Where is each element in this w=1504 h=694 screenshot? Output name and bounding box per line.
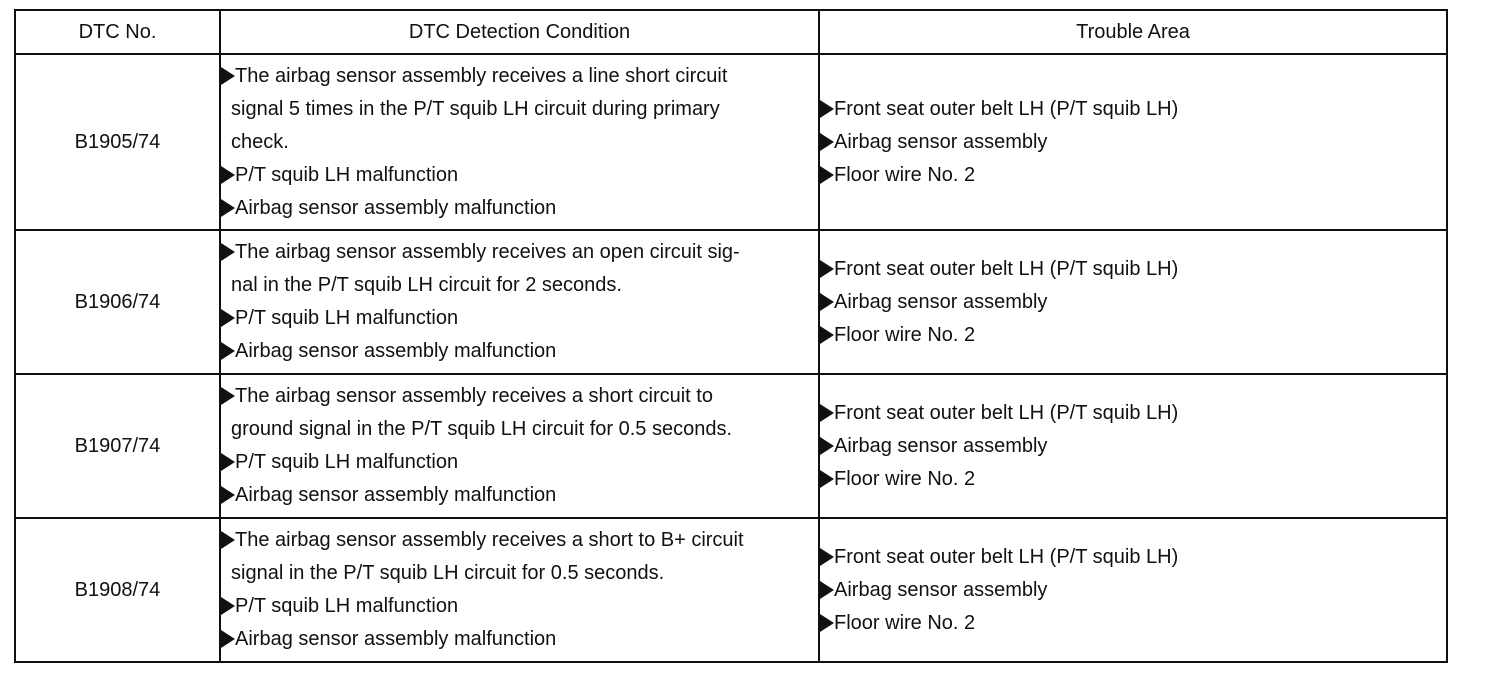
dtc-code: B1906/74: [15, 230, 220, 374]
triangle-bullet-icon: [221, 486, 235, 504]
condition-line: [221, 413, 818, 446]
condition-line: [221, 335, 818, 368]
trouble-area: [819, 230, 1447, 374]
triangle-bullet-icon: [221, 199, 235, 217]
condition-text: Airbag sensor assembly malfunction: [235, 628, 557, 650]
trouble-area-text: Front seat outer belt LH (P/T squib LH): [834, 545, 1179, 568]
trouble-area-text: Airbag sensor assembly: [834, 290, 1048, 313]
trouble-area-line: [820, 93, 1446, 126]
trouble-area-line: [820, 463, 1446, 496]
header-trouble-area: Trouble Area: [819, 10, 1447, 54]
condition-text: The airbag sensor assembly receives a line short circuit: [235, 64, 728, 87]
triangle-bullet-icon: [820, 166, 834, 184]
condition-line: [221, 524, 818, 557]
trouble-area-line: [820, 319, 1446, 352]
triangle-bullet-icon: [221, 342, 235, 360]
triangle-bullet-icon: [820, 548, 834, 566]
trouble-area-text: Front seat outer belt LH (P/T squib LH): [834, 97, 1179, 120]
header-dtc-no: DTC No.: [15, 10, 220, 54]
trouble-area-line: [820, 397, 1446, 430]
trouble-area-text: Front seat outer belt LH (P/T squib LH): [834, 257, 1179, 280]
trouble-area-line: [820, 253, 1446, 286]
triangle-bullet-icon: [221, 453, 235, 471]
trouble-area-text: Floor wire No. 2: [834, 467, 976, 490]
triangle-bullet-icon: [820, 133, 834, 151]
condition-line: [221, 269, 818, 302]
condition-text: P/T squib LH malfunction: [235, 595, 459, 617]
trouble-area-text: Floor wire No. 2: [834, 163, 976, 186]
trouble-area-line: [820, 159, 1446, 192]
trouble-area-text: Airbag sensor assembly: [834, 434, 1048, 457]
header-condition: DTC Detection Condition: [220, 10, 819, 54]
condition-line: [221, 60, 818, 93]
detection-condition: [220, 54, 819, 230]
condition-line: [221, 93, 818, 126]
condition-text: signal in the P/T squib LH circuit for 0.5 seconds.: [231, 562, 665, 584]
detection-condition: [220, 230, 819, 374]
detection-condition: [220, 374, 819, 518]
triangle-bullet-icon: [820, 581, 834, 599]
trouble-area-text: Floor wire No. 2: [834, 323, 976, 346]
condition-text: The airbag sensor assembly receives an open circuit sig-: [235, 241, 740, 263]
trouble-area-line: [820, 126, 1446, 159]
dtc-code: B1905/74: [15, 54, 220, 230]
condition-line: [221, 236, 818, 269]
triangle-bullet-icon: [820, 100, 834, 118]
condition-text: P/T squib LH malfunction: [235, 163, 459, 186]
table-row: [15, 518, 1447, 662]
trouble-area-line: [820, 607, 1446, 640]
table-row: [15, 374, 1447, 518]
triangle-bullet-icon: [820, 437, 834, 455]
condition-text: ground signal in the P/T squib LH circuit for 0.5 seconds.: [231, 418, 733, 440]
triangle-bullet-icon: [820, 260, 834, 278]
trouble-area-line: [820, 541, 1446, 574]
condition-line: [221, 446, 818, 479]
dtc-code: B1908/74: [15, 518, 220, 662]
triangle-bullet-icon: [221, 531, 235, 549]
trouble-area-text: Front seat outer belt LH (P/T squib LH): [834, 401, 1179, 424]
condition-text: The airbag sensor assembly receives a short to B+ circuit: [235, 529, 744, 551]
triangle-bullet-icon: [820, 404, 834, 422]
trouble-area: [819, 54, 1447, 230]
condition-line: [221, 380, 818, 413]
triangle-bullet-icon: [221, 166, 235, 184]
triangle-bullet-icon: [221, 67, 235, 85]
condition-text: nal in the P/T squib LH circuit for 2 seconds.: [231, 274, 622, 296]
trouble-area-line: [820, 286, 1446, 319]
trouble-area: [819, 518, 1447, 662]
triangle-bullet-icon: [221, 243, 235, 261]
condition-text: check.: [231, 130, 289, 153]
condition-line: [221, 159, 818, 192]
condition-line: [221, 557, 818, 590]
triangle-bullet-icon: [221, 597, 235, 615]
condition-text: signal 5 times in the P/T squib LH circuit during primary: [231, 97, 720, 120]
trouble-area-text: Floor wire No. 2: [834, 611, 976, 634]
trouble-area-line: [820, 574, 1446, 607]
condition-text: P/T squib LH malfunction: [235, 451, 459, 473]
condition-line: [221, 302, 818, 335]
condition-text: Airbag sensor assembly malfunction: [235, 484, 557, 506]
trouble-area-text: Airbag sensor assembly: [834, 130, 1048, 153]
trouble-area: [819, 374, 1447, 518]
triangle-bullet-icon: [820, 470, 834, 488]
dtc-table: [14, 9, 1448, 663]
condition-text: P/T squib LH malfunction: [235, 307, 459, 329]
condition-line: [221, 126, 818, 159]
triangle-bullet-icon: [221, 630, 235, 648]
header-row: [15, 10, 1447, 54]
condition-line: [221, 192, 818, 225]
triangle-bullet-icon: [221, 387, 235, 405]
table-row: [15, 54, 1447, 230]
condition-line: [221, 479, 818, 512]
condition-text: Airbag sensor assembly malfunction: [235, 340, 557, 362]
condition-text: Airbag sensor assembly malfunction: [235, 196, 557, 219]
table-row: [15, 230, 1447, 374]
dtc-code: B1907/74: [15, 374, 220, 518]
triangle-bullet-icon: [820, 326, 834, 344]
trouble-area-text: Airbag sensor assembly: [834, 578, 1048, 601]
condition-line: [221, 590, 818, 623]
trouble-area-line: [820, 430, 1446, 463]
triangle-bullet-icon: [820, 614, 834, 632]
condition-text: The airbag sensor assembly receives a short circuit to: [235, 385, 713, 407]
condition-line: [221, 623, 818, 656]
detection-condition: [220, 518, 819, 662]
triangle-bullet-icon: [820, 293, 834, 311]
triangle-bullet-icon: [221, 309, 235, 327]
